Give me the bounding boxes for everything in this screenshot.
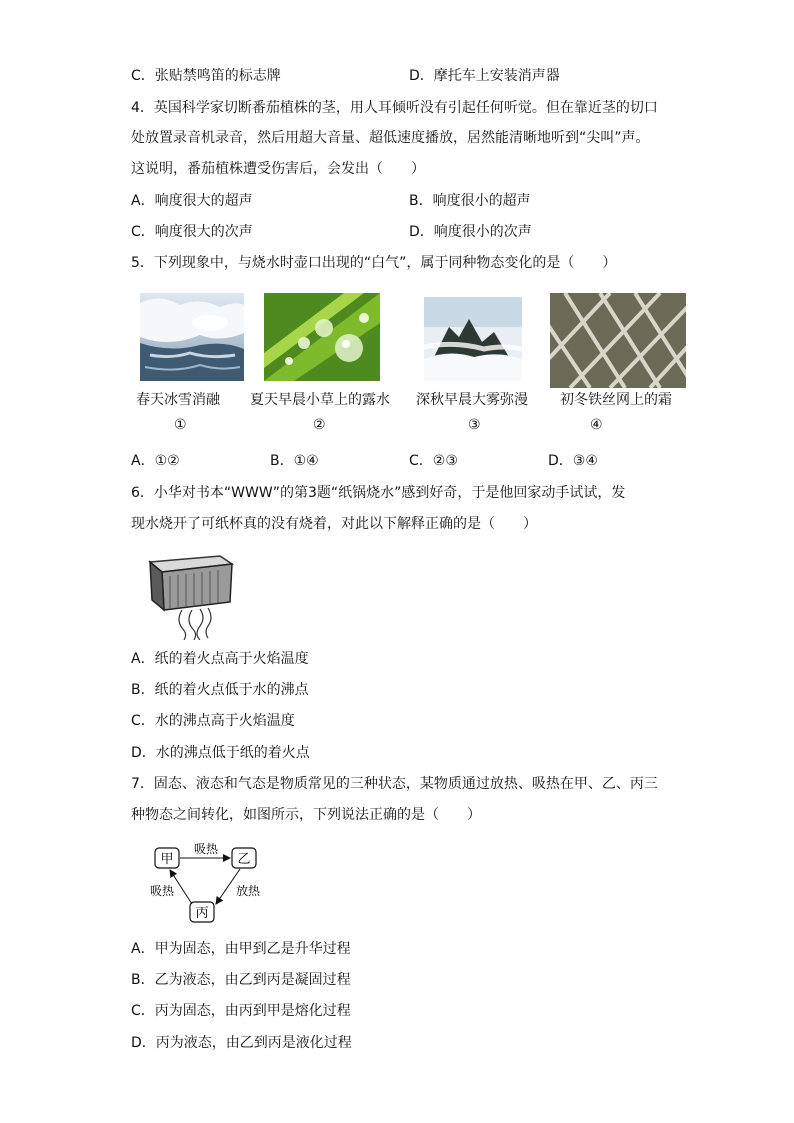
q5-caption-3: 深秋早晨大雾弥漫: [416, 392, 528, 408]
fog-mountains-image: [424, 297, 522, 381]
q4-stem-line-1: 4．英国科学家切断番茄植株的茎，用人耳倾听没有引起任何听觉。但在靠近茎的切口: [131, 100, 658, 116]
q6-option-c: C．水的沸点高于火焰温度: [131, 713, 295, 729]
q4-stem-line-3: 这说明，番茄植株遭受伤害后，会发出（ ）: [131, 161, 425, 177]
q5-caption-4: 初冬铁丝网上的霜: [560, 392, 672, 408]
q5-caption-2: 夏天早晨小草上的露水: [250, 392, 390, 408]
q5-option-a: A．①②: [131, 453, 180, 469]
q6-stem-line-2: 现水烧开了可纸杯真的没有烧着，对此以下解释正确的是（ ）: [131, 516, 537, 532]
state-change-diagram: [140, 838, 280, 928]
q4-option-b: B．响度很小的超声: [409, 193, 531, 209]
q7-stem-line-2: 种物态之间转化，如图所示，下列说法正确的是（ ）: [131, 807, 481, 823]
frost-on-wire-mesh-image: [550, 293, 686, 388]
q7-option-b: B．乙为液态，由乙到丙是凝固过程: [131, 972, 351, 988]
q5-number-2: ②: [313, 417, 326, 433]
q5-option-c: C．②③: [409, 453, 458, 469]
q4-option-d: D．响度很小的次声: [409, 224, 532, 240]
label-a-to-b: 吸热: [193, 842, 219, 856]
q7-stem-line-1: 7．固态、液态和气态是物质常见的三种状态，某物质通过放热、吸热在甲、乙、丙三: [131, 776, 658, 792]
node-c-label: 丙: [195, 906, 209, 921]
label-b-to-c: 放热: [235, 884, 261, 898]
q6-option-d: D．水的沸点低于纸的着火点: [131, 745, 310, 761]
node-a-label: 甲: [160, 852, 174, 867]
dew-on-grass-image: [264, 293, 380, 381]
q5-number-1: ①: [174, 417, 187, 433]
paper-pot-image: [142, 550, 238, 640]
node-b-label: 乙: [237, 852, 251, 867]
q6-option-a: A．纸的着火点高于火焰温度: [131, 651, 309, 667]
label-c-to-a: 吸热: [149, 884, 175, 898]
q4-option-c: C．响度很大的次声: [131, 224, 253, 240]
q5-number-3: ③: [468, 417, 481, 433]
q3-option-c: C．张贴禁鸣笛的标志牌: [131, 68, 281, 84]
q6-stem-line-1: 6．小华对书本“WWW”的第3题“纸锅烧水”感到好奇，于是他回家动手试试，发: [131, 485, 626, 501]
q3-option-d: D．摩托车上安装消声器: [409, 68, 560, 84]
q4-stem-line-2: 处放置录音机录音，然后用超大音量、超低速度播放，居然能清晰地听到“尖叫”声。: [131, 130, 650, 146]
q7-option-a: A．甲为固态，由甲到乙是升华过程: [131, 941, 351, 957]
q5-option-d: D．③④: [548, 453, 598, 469]
ice-melting-image: [140, 293, 244, 381]
q7-option-c: C．丙为固态，由丙到甲是熔化过程: [131, 1003, 351, 1019]
q6-option-b: B．纸的着火点低于水的沸点: [131, 682, 309, 698]
q5-caption-1: 春天冰雪消融: [136, 392, 220, 408]
q5-option-b: B．①④: [270, 453, 319, 469]
q7-option-d: D．丙为液态，由乙到丙是液化过程: [131, 1035, 352, 1051]
q4-option-a: A．响度很大的超声: [131, 193, 253, 209]
q5-number-4: ④: [590, 417, 603, 433]
q5-stem: 5．下列现象中，与烧水时壶口出现的“白气”，属于同种物态变化的是（ ）: [131, 255, 617, 271]
